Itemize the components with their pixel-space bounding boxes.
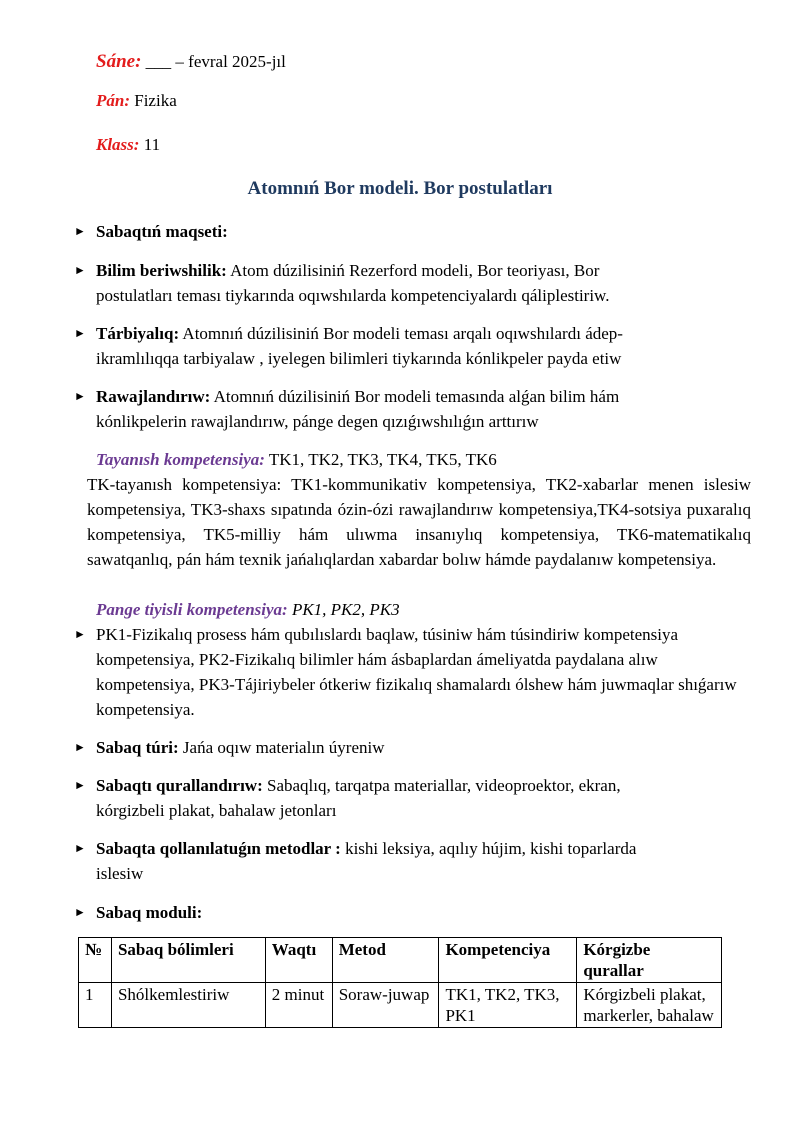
date-value: ___ – fevral 2025-jıl [141, 52, 286, 71]
lesson-title: Atomnıń Bor modeli. Bor postulatları [247, 178, 553, 199]
developmental-goal [74, 384, 736, 434]
bullet-icon: ► [74, 263, 86, 277]
module-table [78, 937, 722, 1028]
educational-goal [74, 258, 736, 308]
methods [74, 836, 736, 886]
subject-value: Fizika [130, 91, 177, 110]
table-header-cell: Kórgizbe qurallar [577, 938, 722, 983]
table-header-cell: Kompetenciya [439, 938, 577, 983]
class-label: Klass: [96, 135, 140, 154]
bullet-icon: ► [74, 905, 86, 919]
goals-heading-block [74, 219, 736, 244]
educational-line2: postulatları teması tiykarında oqıwshılarda kompetenciyalardı qáliplestiriw. [96, 286, 610, 305]
bullet-icon: ► [74, 326, 86, 340]
developmental-line2: kónlikpelerin rawajlandırıw, pánge degen qızıǵıwshılıǵın arttırıw [96, 412, 539, 431]
subject-label: Pán: [96, 91, 130, 110]
lesson-type-value: Jańa oqıw materialın úyreniw [178, 738, 385, 757]
bullet-icon: ► [74, 841, 86, 855]
basic-competency-line [96, 447, 736, 472]
equipment [74, 773, 736, 823]
subject-competency-value: PK1, PK2, PK3 [287, 600, 400, 619]
subject-competency-line [96, 597, 736, 622]
table-cell: Shólkemlestiriw [111, 983, 265, 1028]
upbringing-line1: Atomnıń dúzilisiniń Bor modeli teması arqalı oqıwshılardı ádep- [179, 324, 623, 343]
table-cell: 1 [79, 983, 112, 1028]
bullet-icon: ► [74, 740, 86, 754]
equipment-label: Sabaqtı qurallandırıw: [96, 776, 263, 795]
educational-label: Bilim beriwshilik: [96, 261, 227, 280]
methods-line2: islesiw [96, 864, 144, 883]
module-heading-block [74, 900, 736, 925]
date-line [96, 51, 286, 73]
subject-competency-label: Pange tiyisli kompetensiya: [96, 600, 288, 619]
lesson-type-label: Sabaq túri: [96, 738, 179, 757]
goals-heading: Sabaqtıń maqseti: [96, 222, 228, 241]
equipment-line1: Sabaqlıq, tarqatpa materiallar, videoproektor, ekran, [262, 776, 621, 795]
table-cell: Soraw-juwap [332, 983, 439, 1028]
upbringing-goal [74, 321, 736, 371]
table-row [79, 983, 722, 1028]
table-header-row [79, 938, 722, 983]
developmental-line1: Atomnıń dúzilisiniń Bor modeli temasında alǵan bilim hám [210, 387, 620, 406]
table-cell: Kórgizbeli plakat, markerler, bahalaw [577, 983, 722, 1028]
class-line [96, 135, 160, 155]
bullet-icon: ► [74, 389, 86, 403]
table-cell: TK1, TK2, TK3, PK1 [439, 983, 577, 1028]
equipment-line2: kórgizbeli plakat, bahalaw jetonları [96, 801, 337, 820]
table-header-cell: Metod [332, 938, 439, 983]
developmental-label: Rawajlandırıw: [96, 387, 211, 406]
upbringing-line2: ikramlılıqqa tarbiyalaw , iyelegen bilimleri tiykarında kónlikpeler payda etiw [96, 349, 622, 368]
subject-line [96, 91, 177, 111]
table-header-cell: Waqtı [265, 938, 332, 983]
lesson-type [74, 735, 736, 760]
methods-line1: kishi leksiya, aqılıy hújim, kishi toparlarda [340, 839, 637, 858]
upbringing-label: Tárbiyalıq: [96, 324, 180, 343]
basic-competency-description: TK-tayanısh kompetensiya: TK1-kommunikativ kompetensiya, TK2-xabarlar menen islesiw kompetensiya, TK3-shaxs sıpatında ózin-ózi rawajlandırıw kompetensiya,TK4-sotsiya puxaralıq kompetensiya, TK5-milliy hám ulıwma insanıylıq kompetensiya, TK6-matematikalıq sawatqanlıq, pán hám texnik jańalıqlardan xabardar bolıw hámde paydalanıw kompetensiya. [87, 475, 751, 569]
basic-competency-value: TK1, TK2, TK3, TK4, TK5, TK6 [264, 450, 497, 469]
methods-label: Sabaqta qollanılatuǵın metodlar : [96, 839, 341, 858]
bullet-icon: ► [74, 627, 86, 641]
module-heading: Sabaq moduli: [96, 903, 203, 922]
bullet-icon: ► [74, 778, 86, 792]
class-value: 11 [139, 135, 161, 154]
date-label: Sáne: [96, 51, 142, 72]
table-header-cell: № [79, 938, 112, 983]
table-header-cell: Sabaq bólimleri [111, 938, 265, 983]
educational-line1: Atom dúzilisiniń Rezerford modeli, Bor teoriyası, Bor [226, 261, 600, 280]
table-cell: 2 minut [265, 983, 332, 1028]
subject-competency-description: PK1-Fizikalıq prosess hám qubılıslardı baqlaw, túsiniw hám túsindiriw kompetensiya kompetensiya, PK2-Fizikalıq bilimler hám ásbaplardan ámeliyatda paydalana alıw kompetensiya, PK3-Tájiriybeler ótkeriw fizikalıq shamalardı ólshew hám juwmaqlar shıǵarıw kompetensiya. [96, 625, 737, 719]
bullet-icon: ► [74, 224, 86, 238]
subject-competency-block [74, 622, 750, 722]
basic-competency-label: Tayanısh kompetensiya: [96, 450, 265, 469]
